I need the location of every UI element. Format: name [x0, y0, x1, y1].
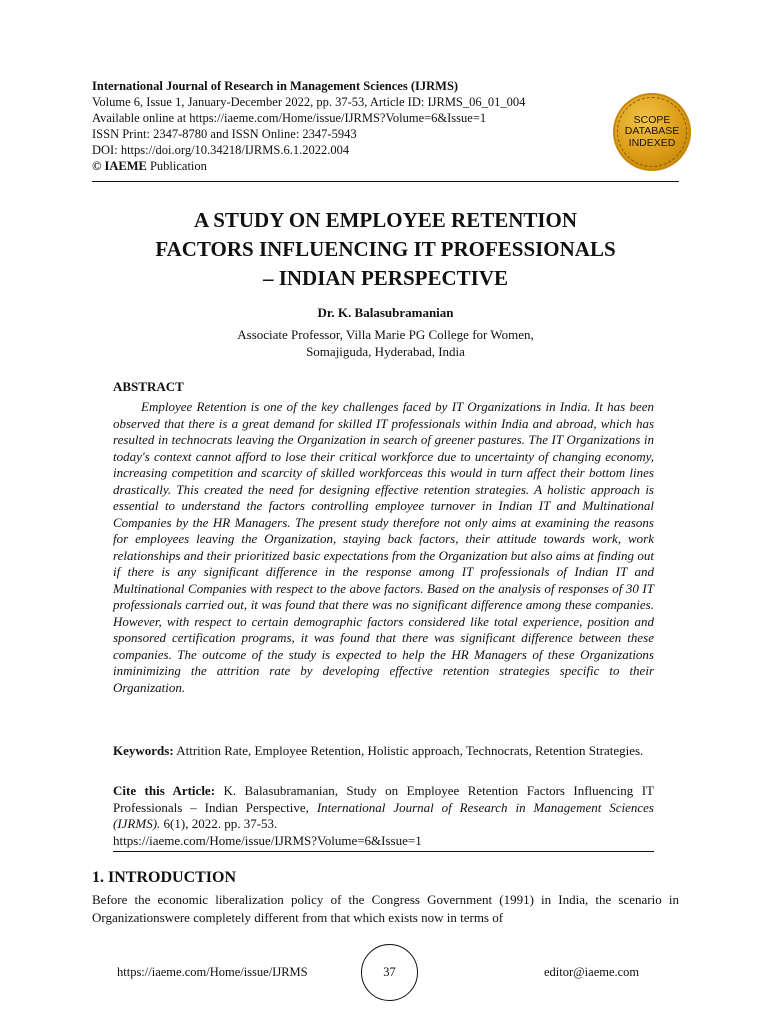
scope-database-badge — [613, 93, 691, 171]
doi-line: DOI: https://doi.org/10.34218/IJRMS.6.1.2022.004 — [92, 143, 350, 157]
cite-url[interactable]: https://iaeme.com/Home/issue/IJRMS?Volume=6&Issue=1 — [113, 832, 422, 848]
cite-label: Cite this Article: — [113, 783, 216, 798]
paper-title — [92, 206, 679, 293]
keywords-text: Attrition Rate, Employee Retention, Holistic approach, Technocrats, Retention Strategies. — [173, 743, 644, 758]
available-online-line: Available online at https://iaeme.com/Home/issue/IJRMS?Volume=6&Issue=1 — [92, 111, 487, 125]
introduction-text: Before the economic liberalization policy of the Congress Government (1991) in India, the scenario in Organizationswere completely different from that which exists now in terms of — [92, 892, 679, 925]
keywords-label: Keywords: — [113, 743, 174, 758]
author-name: Dr. K. Balasubramanian — [317, 305, 454, 320]
badge-line-2: DATABASE — [624, 125, 680, 138]
badge-line-3: INDEXED — [628, 136, 676, 149]
volume-line: Volume 6, Issue 1, January-December 2022, pp. 37-53, Article ID: IJRMS_06_01_004 — [92, 95, 526, 109]
keywords — [113, 743, 654, 760]
title-line-3: – INDIAN PERSPECTIVE — [262, 266, 509, 290]
cite-text: K. Balasubramanian, Study on Employee Retention Factors Influencing IT Professionals – Indian Perspective, — [113, 783, 654, 815]
abstract-text: Employee Retention is one of the key challenges faced by IT Organizations in India. It has been observed that there is a great demand for skilled IT professionals within India and abroad, which has resulted in technocrats leaving the Organization in search of greener pastures. The IT Organizations in today's context cannot afford to lose their critical workforce due to uncertainty of changing economy, increasing competition and scarcity of skilled workforceas this would in turn affect their bottom lines drastically. This created the need for designing effective retention strategies. A holistic approach is essential to understand the factors controlling employee turnover in Indian IT and Multinational Companies by the HR Managers. The present study therefore not only aims at examining the reasons for employees leaving the Organization, staying back factors, their attitude towards work, work relationships and their prioritized basic expectations from the Organization but also aims at finding out if there is any significant difference in the response among IT professionals of Indian IT and Multinational Companies with respect to the above factors. Based on the analysis of responses of 30 IT professionals carried out, it was found that there was no significant difference among these companies. However, with respect to certain demographic factors considered like total experience, position and sponsored certification programs, it was found that there was significant difference between these companies. The outcome of the study is expected to help the HR Managers of these Organizations inminimizing the attrition rate by developing effective retention strategies specific to their Organization. — [113, 399, 654, 695]
title-line-2: FACTORS INFLUENCING IT PROFESSIONALS — [155, 237, 616, 261]
introduction-heading: 1. INTRODUCTION — [92, 869, 237, 886]
cite-divider — [113, 851, 654, 852]
copyright-iaeme: © IAEME — [92, 159, 147, 173]
publisher-line — [92, 158, 612, 174]
journal-name: International Journal of Research in Management Sciences (IJRMS) — [92, 79, 459, 93]
footer-email[interactable]: editor@iaeme.com — [544, 965, 640, 979]
header-divider — [92, 181, 679, 182]
journal-header — [92, 78, 612, 174]
badge-line-1: SCOPE — [633, 113, 671, 126]
badge-ring — [617, 97, 687, 167]
page-number-text: 37 — [383, 965, 396, 979]
cite-tail: 6(1), 2022. pp. 37-53. — [160, 816, 278, 831]
affiliation-line-1: Associate Professor, Villa Marie PG College for Women, — [237, 327, 534, 342]
footer-journal-link[interactable]: https://iaeme.com/Home/issue/IJRMS — [117, 965, 308, 979]
issn-line: ISSN Print: 2347-8780 and ISSN Online: 2347-5943 — [92, 127, 357, 141]
cite-journal: International Journal of Research in Management Sciences (IJRMS). — [113, 799, 654, 831]
affiliation-line-2: Somajiguda, Hyderabad, India — [306, 344, 465, 359]
author-affiliation — [92, 326, 679, 360]
page-number — [361, 944, 418, 1001]
abstract-heading: ABSTRACT — [113, 379, 184, 394]
title-line-1: A STUDY ON EMPLOYEE RETENTION — [193, 208, 578, 232]
cite-this-article — [113, 783, 654, 849]
publication-label: Publication — [146, 159, 207, 173]
